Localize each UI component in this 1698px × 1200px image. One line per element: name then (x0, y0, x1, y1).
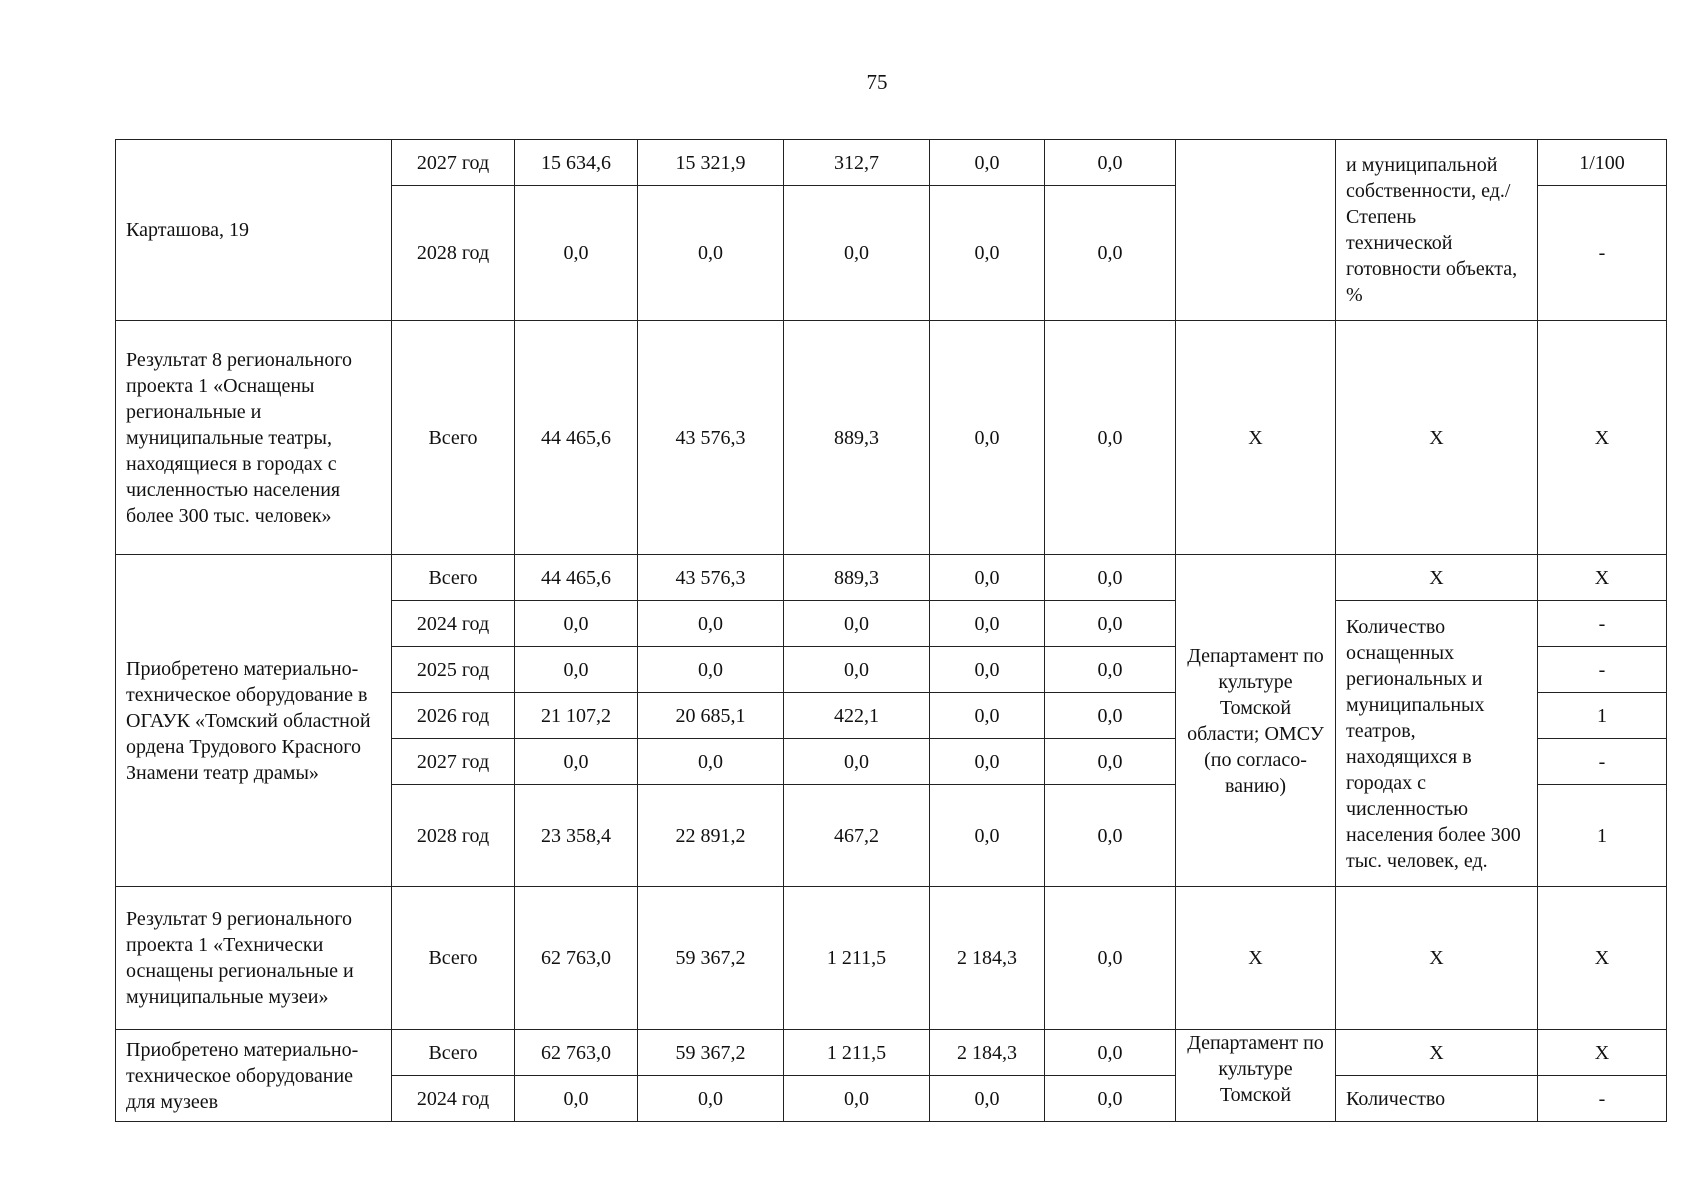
value-cell: 889,3 (784, 321, 930, 555)
value-cell: 0,0 (638, 601, 784, 647)
row-name: Приобретено материально-техническое оборудование для музеев (116, 1030, 392, 1122)
page-number: 75 (866, 70, 888, 94)
value-cell: 0,0 (930, 140, 1045, 186)
target-cell: - (1538, 647, 1667, 693)
row-name: Результат 9 регионального проекта 1 «Технически оснащены региональные и муниципальные музеи» (116, 887, 392, 1030)
value-cell: 0,0 (930, 693, 1045, 739)
value-cell: 0,0 (930, 555, 1045, 601)
table-row (116, 1030, 1667, 1076)
value-cell: 422,1 (784, 693, 930, 739)
value-cell: 1 211,5 (784, 1030, 930, 1076)
value-cell: 0,0 (515, 1076, 638, 1122)
value-cell: 44 465,6 (515, 321, 638, 555)
value-cell: 0,0 (930, 601, 1045, 647)
value-cell: 0,0 (1045, 1076, 1176, 1122)
target-cell: Х (1538, 321, 1667, 555)
target-cell: - (1538, 186, 1667, 321)
value-cell: 0,0 (638, 739, 784, 785)
value-cell: 0,0 (930, 186, 1045, 321)
value-cell: 0,0 (930, 739, 1045, 785)
row-name: Приобретено материально-техническое оборудование в ОГАУК «Томский областной ордена Трудового Красного Знамени театр драмы» (116, 555, 392, 887)
value-cell: 0,0 (784, 601, 930, 647)
target-cell: - (1538, 739, 1667, 785)
value-cell: 15 634,6 (515, 140, 638, 186)
value-cell: 2 184,3 (930, 887, 1045, 1030)
period-cell: 2027 год (392, 739, 515, 785)
value-cell: 0,0 (1045, 321, 1176, 555)
value-cell: 43 576,3 (638, 555, 784, 601)
value-cell: 0,0 (515, 647, 638, 693)
responsible-cell: Х (1176, 887, 1336, 1030)
period-cell: 2024 год (392, 601, 515, 647)
table-row (116, 140, 1667, 186)
value-cell: 0,0 (784, 647, 930, 693)
value-cell: 0,0 (1045, 785, 1176, 887)
target-cell: - (1538, 1076, 1667, 1122)
value-cell: 0,0 (515, 739, 638, 785)
responsible-cell: Х (1176, 321, 1336, 555)
value-cell: 62 763,0 (515, 1030, 638, 1076)
program-table (115, 139, 1667, 1122)
target-cell: Х (1538, 555, 1667, 601)
value-cell: 0,0 (784, 1076, 930, 1122)
row-name: Карташова, 19 (116, 140, 392, 321)
value-cell: 62 763,0 (515, 887, 638, 1030)
value-cell: 59 367,2 (638, 1030, 784, 1076)
period-cell: Всего (392, 1030, 515, 1076)
period-cell: 2028 год (392, 186, 515, 321)
value-cell: 0,0 (638, 1076, 784, 1122)
value-cell: 0,0 (930, 785, 1045, 887)
period-cell: 2026 год (392, 693, 515, 739)
value-cell: 23 358,4 (515, 785, 638, 887)
responsible-cell: Департамент по культуре Томской (1176, 1030, 1336, 1122)
value-cell: 20 685,1 (638, 693, 784, 739)
indicator-cell: Количество (1336, 1076, 1538, 1122)
value-cell: 0,0 (638, 186, 784, 321)
target-cell: 1 (1538, 693, 1667, 739)
value-cell: 0,0 (1045, 601, 1176, 647)
target-cell: Х (1538, 1030, 1667, 1076)
value-cell: 22 891,2 (638, 785, 784, 887)
period-cell: 2025 год (392, 647, 515, 693)
target-cell: Х (1538, 887, 1667, 1030)
value-cell: 0,0 (1045, 693, 1176, 739)
value-cell: 0,0 (784, 186, 930, 321)
value-cell: 467,2 (784, 785, 930, 887)
period-cell: 2027 год (392, 140, 515, 186)
indicator-cell: Количество оснащенных региональных и муниципальных театров, находящихся в городах с численностью населения более 300 тыс. человек, ед. (1336, 601, 1538, 887)
value-cell: 59 367,2 (638, 887, 784, 1030)
indicator-cell: Х (1336, 555, 1538, 601)
value-cell: 0,0 (638, 647, 784, 693)
period-cell: Всего (392, 321, 515, 555)
target-cell: 1 (1538, 785, 1667, 887)
value-cell: 0,0 (515, 186, 638, 321)
value-cell: 0,0 (930, 321, 1045, 555)
value-cell: 0,0 (930, 647, 1045, 693)
value-cell: 0,0 (1045, 887, 1176, 1030)
indicator-cell: Х (1336, 887, 1538, 1030)
indicator-cell: Х (1336, 321, 1538, 555)
responsible-cell (1176, 140, 1336, 321)
value-cell: 15 321,9 (638, 140, 784, 186)
responsible-cell: Департамент по культуре Томской области; ОМСУ (по согласо- ванию) (1176, 555, 1336, 887)
value-cell: 43 576,3 (638, 321, 784, 555)
indicator-cell: и муниципальной собственности, ед./ Степень технической готовности объекта, % (1336, 140, 1538, 321)
value-cell: 0,0 (1045, 1030, 1176, 1076)
target-cell: - (1538, 601, 1667, 647)
value-cell: 44 465,6 (515, 555, 638, 601)
table-row (116, 887, 1667, 1030)
value-cell: 0,0 (930, 1076, 1045, 1122)
value-cell: 0,0 (1045, 555, 1176, 601)
value-cell: 0,0 (1045, 186, 1176, 321)
value-cell: 0,0 (784, 739, 930, 785)
value-cell: 0,0 (1045, 140, 1176, 186)
period-cell: 2028 год (392, 785, 515, 887)
period-cell: 2024 год (392, 1076, 515, 1122)
value-cell: 0,0 (1045, 647, 1176, 693)
value-cell: 312,7 (784, 140, 930, 186)
value-cell: 889,3 (784, 555, 930, 601)
target-cell: 1/100 (1538, 140, 1667, 186)
table-row (116, 555, 1667, 601)
table-row (116, 321, 1667, 555)
period-cell: Всего (392, 887, 515, 1030)
value-cell: 0,0 (1045, 739, 1176, 785)
period-cell: Всего (392, 555, 515, 601)
indicator-cell: Х (1336, 1030, 1538, 1076)
value-cell: 1 211,5 (784, 887, 930, 1030)
value-cell: 2 184,3 (930, 1030, 1045, 1076)
row-name: Результат 8 регионального проекта 1 «Оснащены региональные и муниципальные театры, находящиеся в городах с численностью населения более 300 тыс. человек» (116, 321, 392, 555)
value-cell: 0,0 (515, 601, 638, 647)
value-cell: 21 107,2 (515, 693, 638, 739)
